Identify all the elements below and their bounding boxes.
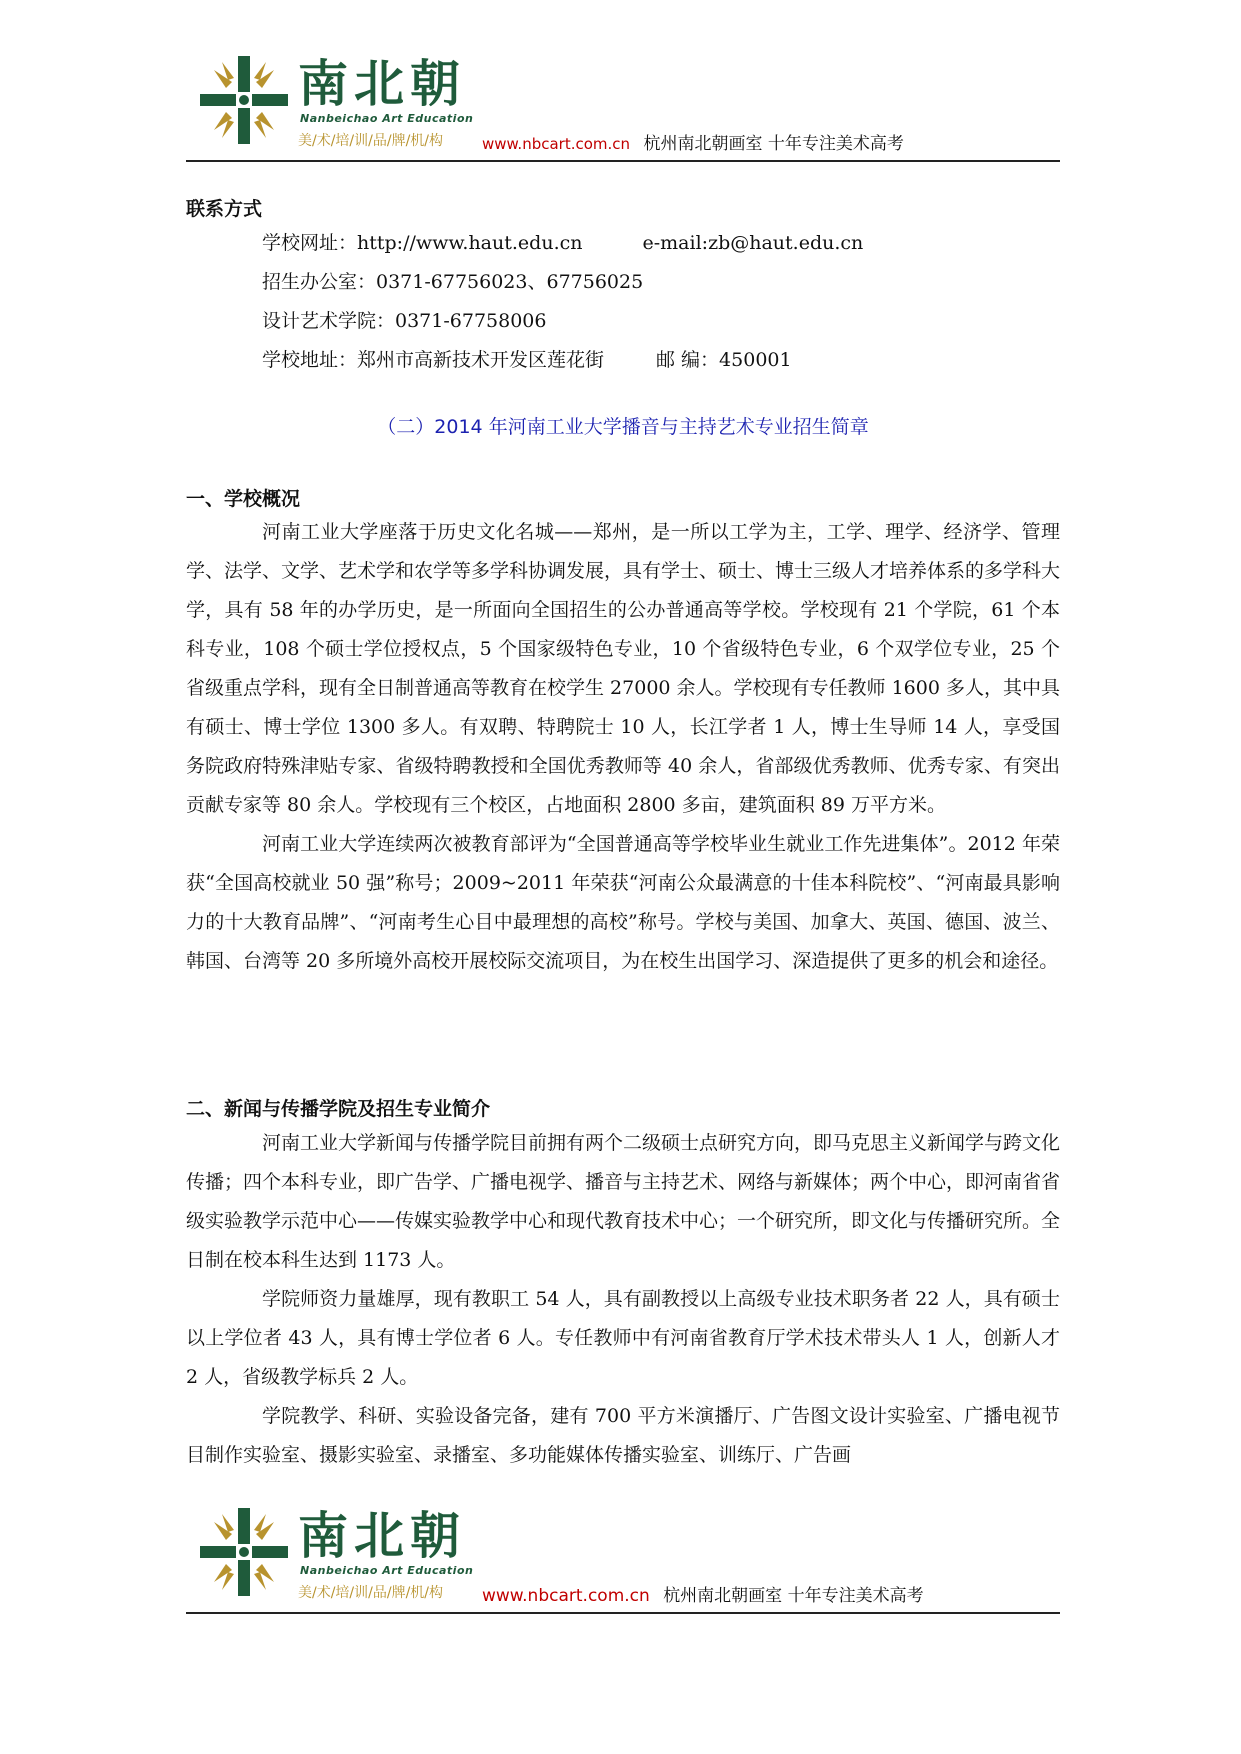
footer-site-line — [482, 1581, 924, 1606]
contact-website-line — [262, 224, 1062, 263]
footer-divider — [186, 1612, 1060, 1614]
section-2-paragraph: 河南工业大学新闻与传播学院目前拥有两个二级硕士点研究方向，即马克思主义新闻学与跨文化传播；四个本科专业，即广告学、广播电视学、播音与主持艺术、网络与新媒体；两个中心，即河南省省级实验教学示范中心——传媒实验教学中心和现代教育技术中心；一个研究所，即文化与传播研究所。全日制在校本科生达到 1173 人。 — [186, 1132, 1061, 1271]
brand-logo-icon — [196, 1504, 292, 1600]
section-1-paragraph: 河南工业大学座落于历史文化名城——郑州，是一所以工学为主，工学、理学、经济学、管理学、法学、文学、艺术学和农学等多学科协调发展，具有学士、硕士、博士三级人才培养体系的多学科大学，具有 58 年的办学历史，是一所面向全国招生的公办普通高等学校。学校现有 21 个学院，61 个本科专业，108 个硕士学位授权点，5 个国家级特色专业，10 个省级特色专业，6 个双学位专业，25 个省级重点学科，现有全日制普通高等教育在校学生 27000 余人。学校现有专任教师 1600 多人，其中具有硕士、博士学位 1300 多人。有双聘、特聘院士 10 人，长江学者 1 人，博士生导师 14 人，享受国务院政府特殊津贴专家、省级特聘教授和全国优秀教师等 40 余人，省部级优秀教师、优秀专家、有突出贡献专家等 80 余人。学校现有三个校区，占地面积 2800 多亩，建筑面积 89 万平方米。 — [186, 521, 1061, 816]
section-2-heading: 二、新闻与传播学院及招生专业简介 — [186, 1098, 491, 1120]
section-1-paragraph: 河南工业大学连续两次被教育部评为“全国普通高等学校毕业生就业工作先进集体”。2012 年荣获“全国高校就业 50 强”称号；2009~2011 年荣获“河南公众最满意的十佳本科院校”、“河南最具影响力的十大教育品牌”、“河南考生心目中最理想的高校”称号。学校与美国、加拿大、英国、德国、波兰、韩国、台湾等 20 多所境外高校开展校际交流项目，为在校生出国学习、深造提供了更多的机会和途径。 — [186, 833, 1060, 972]
brand-tagline: 美/术/培/训/品/牌/机/构 — [298, 133, 444, 149]
contact-postcode: 邮 编：450001 — [656, 349, 792, 371]
page-footer — [186, 1504, 1060, 1614]
footer-site-link[interactable]: www.nbcart.com.cn — [482, 1586, 650, 1606]
section-2-body — [186, 1124, 1060, 1475]
section-title: （二）2014 年河南工业大学播音与主持艺术专业招生简章 — [377, 416, 869, 438]
contact-design-art-college: 设计艺术学院：0371-67758006 — [262, 310, 547, 332]
header-site-link[interactable]: www.nbcart.com.cn — [482, 135, 631, 153]
section-2-paragraph: 学院教学、科研、实验设备完备，建有 700 平方米演播厅、广告图文设计实验室、广播电视节目制作实验室、摄影实验室、录播室、多功能媒体传播实验室、训练厅、广告画 — [186, 1405, 1060, 1466]
contact-address: 学校地址：郑州市高新技术开发区莲花街 — [262, 349, 605, 371]
contact-email: e-mail:zb@haut.edu.cn — [642, 232, 864, 254]
contact-address-line — [262, 341, 1062, 380]
brand-logo-icon — [196, 52, 292, 148]
page-header — [186, 52, 1060, 162]
footer-slogan: 杭州南北朝画室 十年专注美术高考 — [663, 1586, 924, 1606]
section-2-paragraph: 学院师资力量雄厚，现有教职工 54 人，具有副教授以上高级专业技术职务者 22 人，具有硕士以上学位者 43 人，具有博士学位者 6 人。专任教师中有河南省教育厅学术技术带头人 1 人，创新人才 2 人，省级教学标兵 2 人。 — [186, 1288, 1060, 1388]
contact-website: 学校网址：http://www.haut.edu.cn — [262, 232, 583, 254]
header-slogan: 杭州南北朝画室 十年专注美术高考 — [643, 134, 904, 154]
section-1-body — [186, 513, 1060, 981]
brand-name-english: Nanbeichao Art Education — [300, 1564, 474, 1577]
header-site-line — [482, 129, 904, 154]
brand-tagline: 美/术/培/训/品/牌/机/构 — [298, 1585, 444, 1601]
contact-block — [262, 224, 1062, 380]
brand-name: 南北朝 — [298, 1507, 466, 1565]
brand-name: 南北朝 — [298, 55, 466, 113]
section-1-heading: 一、学校概况 — [186, 488, 301, 510]
contact-heading: 联系方式 — [186, 198, 263, 220]
contact-admissions-office: 招生办公室：0371-67756023、67756025 — [262, 271, 644, 293]
brand-name-english: Nanbeichao Art Education — [300, 112, 474, 125]
header-divider — [186, 160, 1060, 162]
